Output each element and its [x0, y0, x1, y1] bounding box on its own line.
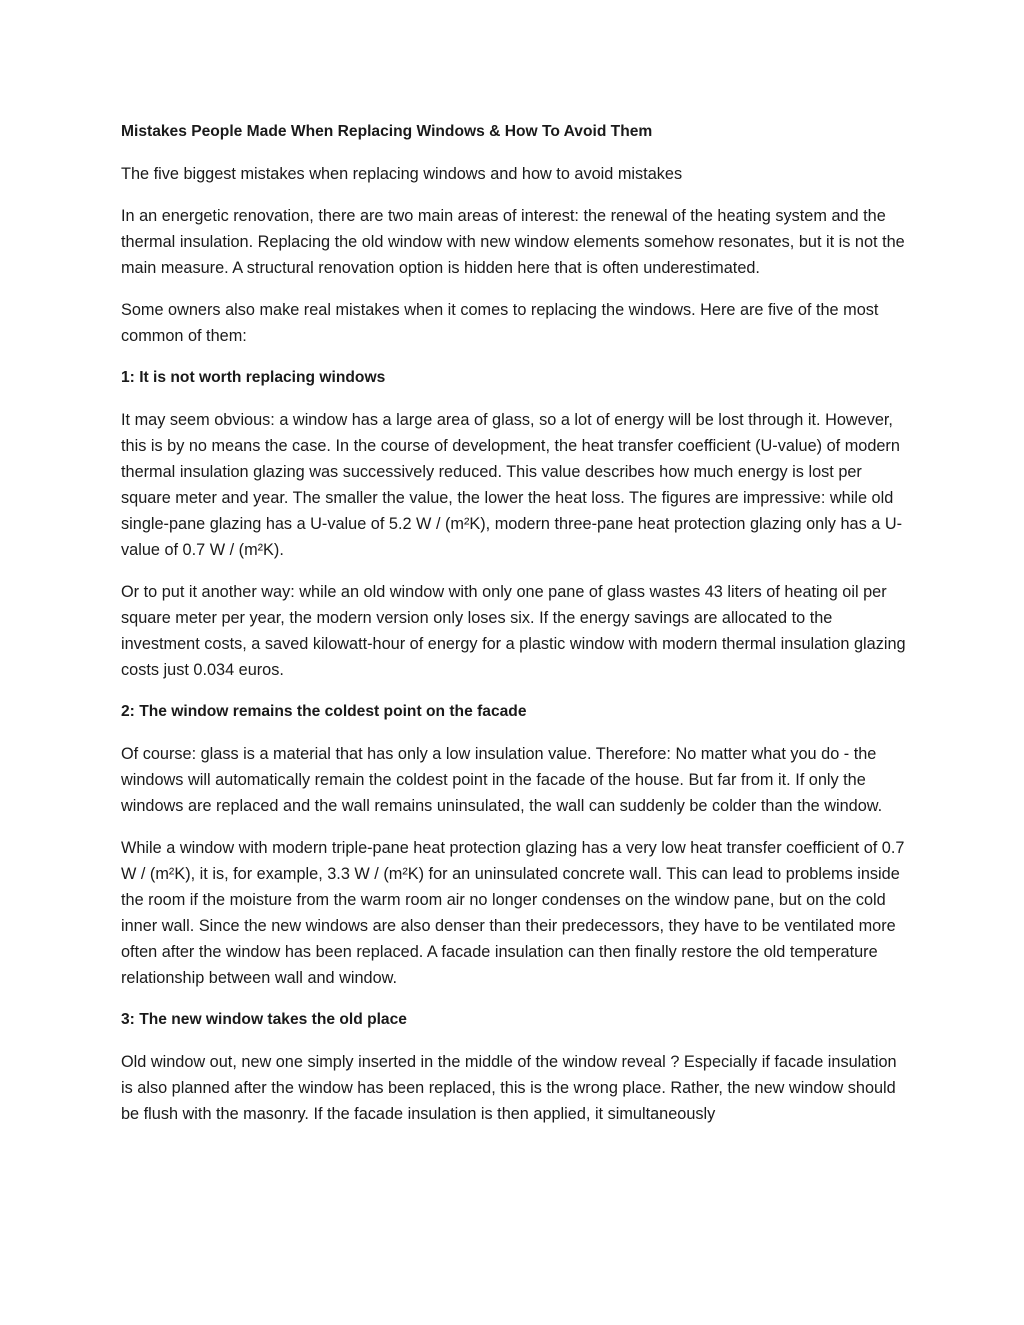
document-title: Mistakes People Made When Replacing Windows & How To Avoid Them [121, 123, 653, 140]
document-subtitle: The five biggest mistakes when replacing windows and how to avoid mistakes [121, 165, 683, 183]
section-heading: 1: It is not worth replacing windows [121, 369, 386, 386]
document-body [121, 119, 911, 1143]
intro-paragraph: In an energetic renovation, there are two main areas of interest: the renewal of the heating system and the thermal insulation. Replacing the old window with new window elements somehow resonates, but it is not the main measure. A structural renovation option is hidden here that is often underestimated. [121, 207, 905, 277]
section-paragraph: Or to put it another way: while an old window with only one pane of glass wastes 43 liters of heating oil per square meter per year, the modern version only loses six. If the energy savings are allocated to the investment costs, a saved kilowatt-hour of energy for a plastic window with modern thermal insulation glazing costs just 0.034 euros. [121, 583, 906, 679]
section-paragraph: Of course: glass is a material that has only a low insulation value. Therefore: No matter what you do - the windows will automatically remain the coldest point in the facade of the house. But far from it. If only the windows are replaced and the wall remains uninsulated, the wall can suddenly be colder than the window. [121, 745, 883, 815]
section-paragraph: While a window with modern triple-pane heat protection glazing has a very low heat transfer coefficient of 0.7 W / (m²K), it is, for example, 3.3 W / (m²K) for an uninsulated concrete wall. This can lead to problems inside the room if the moisture from the warm room air no longer condenses on the window pane, but on the cold inner wall. Since the new windows are also denser than their predecessors, they have to be ventilated more often after the window has been replaced. A facade insulation can then finally restore the old temperature relationship between wall and window. [121, 839, 905, 987]
section-heading: 3: The new window takes the old place [121, 1011, 407, 1028]
section-paragraph: Old window out, new one simply inserted in the middle of the window reveal ? Especially if facade insulation is also planned after the window has been replaced, this is the wrong place. Rather, the new window should be flush with the masonry. If the facade insulation is then applied, it simultaneously [121, 1053, 897, 1123]
section-paragraph: It may seem obvious: a window has a large area of glass, so a lot of energy will be lost through it. However, this is by no means the case. In the course of development, the heat transfer coefficient (U-value) of modern thermal insulation glazing was successively reduced. This value describes how much energy is lost per square meter and year. The smaller the value, the lower the heat loss. The figures are impressive: while old single-pane glazing has a U-value of 5.2 W / (m²K), modern three-pane heat protection glazing only has a U-value of 0.7 W / (m²K). [121, 411, 903, 559]
section-heading: 2: The window remains the coldest point on the facade [121, 703, 527, 720]
intro-paragraph: Some owners also make real mistakes when it comes to replacing the windows. Here are five of the most common of them: [121, 301, 879, 345]
